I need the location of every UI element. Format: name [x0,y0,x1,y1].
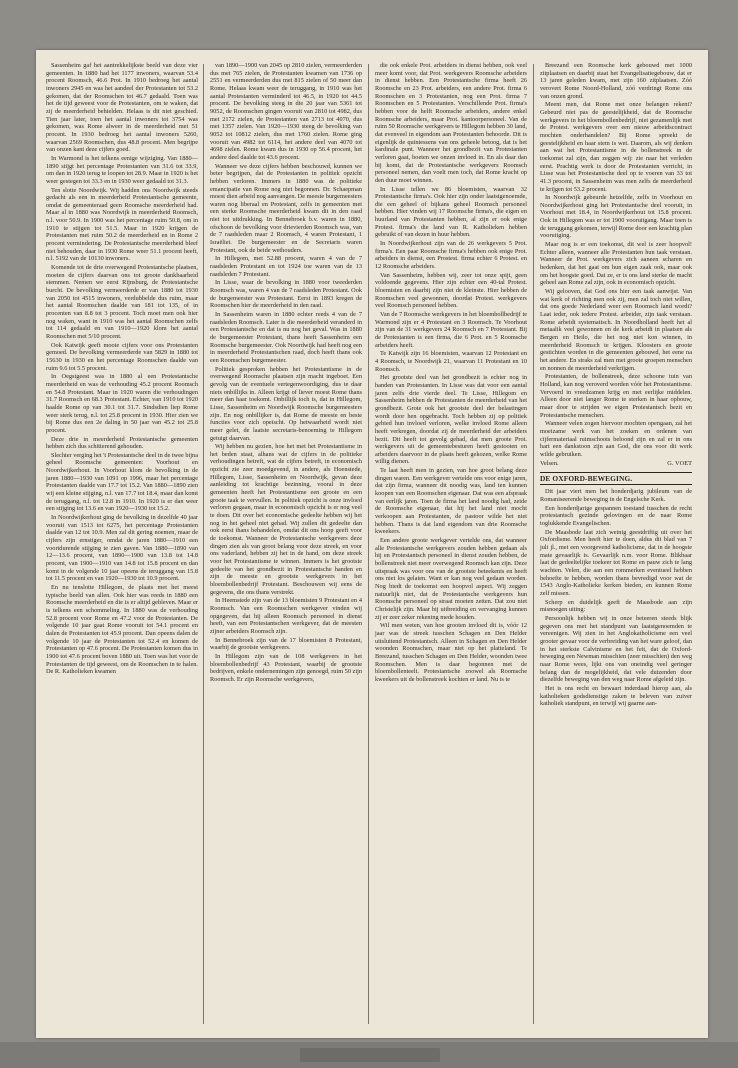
paragraph: Te laat heeft men in gezien, van hoe groot belang deze dingen waren. Een werkgever vertelde ons voor enige jaren, dat zijn firma, wanneer dit noodig was, land ten kunnen koopen van een Roomschen eigenaar. Dat was een afspraak van eerlijk jaren. Toen de firma het land noodig had, zeide de Roomsche eigenaar, dat hij het land niet mocht verkoopen aan Protestanten, de pastoor wilde het niet hebben. Thans is dat land eigendom van drie Roomsche kweekers. [375,467,527,536]
paragraph: Protestanten, de bollenstreek, deze schoone tuin van Holland, kan nog veroverd worden vóór het Protestantisme. Vervoerd in vreedzamen krijg en met eerlijke middelen. Alleen door niet langer Rome te sterken in haar opbouw, maar door te strijden we eigen Protestantsch bezit en Protestantsche menschen. [540,373,692,419]
paragraph: Slechter verging het 't Protestantsche deel in de twee bijna geheel Roomsche gemeenten: Voorhout en Noordwijkerhout. In Voorhout klom de bevolking in de jaren 1880—1930 van 1091 op 1996, maar het percentage Protestanten daalde van 17.7 tot 15.2. Van 1880—1890 zien wij een kleine stijging, n.l. van 17.7 tot 18.4, maar dan komt de teruggang, n.l. tot 12.8 in 1910. In 1920 is er dan weer een stijging tot 13.6 en van 1920—1930 tot 15.2. [46,451,198,513]
signature-line [540,460,692,468]
paragraph: Ten slotte Noordwijk. Wij hadden ons Noordwijk steeds gedacht als een in meerderheid Protestantsche gemeente, omdat de gemeenteraad geen Roomsche meerderheid had. Maar al in 1880 was Noordwijk in meerderheid Roomsch, n.l. voor 50.9. In 1900 was het percentage ruim 50.8, om in 1910 te stijgen tot 51.5. Maar in 1920 krijgen de Protestanten met ruim 50.2 de meerderheid en in Rome 2 procent vermindering. De Protestantsche meerderheid bleef niet behouden, daar in 1930 Rome weer 51.1 procent heeft, n.l. 5192 van de 10130 inwoners. [46,186,198,263]
paragraph: Het grootste deel van het grondbezit is echter nog in handen van Protestanten. In Lisse was dat voor een aantal jaren zelfs drie vierde deel. Te Lisse, Hillegom en Sassenheim hebben de Protestanten de meerderheid van het grondbezit. Grote ook het grootste deel der belastingen wordt door hen opgebracht. Toch hebben zij op politiek gebied hun invloed verloren, welke invloed Rome alleen heeft verkregen, doordat zij de meerderheid der arbeiders bezit. Dit heeft tot gevolg gehad, dat men groote Prot. werkgevers uit de gemeentebesturen heeft gestooten en arbeiders daarvoor in de plaats heeft gekozen, welke Rome willig dienen. [375,374,527,466]
paragraph: In Bennebroek zijn van de 17 bloemisten 8 Protestant, waarbij de grootste werkgevers. [210,636,362,652]
paragraph: In Noordwijk gebeurde hetzelfde, zelfs in Voorhout en Noordwijkerhout ging het Protestantsche deel vooruit, in Voorhout met 18.4, in Noordwijkerhout tot 15.8 procent. Ook in Hillegom was er tot 1900 vooruitgang. Maar toen is de teruggang gekomen, terwijl Rome door een krachtig plan vooruitging. [540,194,692,240]
paragraph: Van Sassenheim, hebben wij, zeer tot onze spijt, geen voldoende gegevens. Hier zijn echter een 40-tal Protest. bloemisten en daarbij zijn niet de kleinste. Hier hebben de Roomschen veel gewonnen, doordat Protest. werkgevers veel Roomsch personeel hebben. [375,271,527,310]
paragraph: Sassenheim gaf het aantrekkelijkste beeld van deze vier gemeenten. In 1880 had het 1177 inwoners, waarvan 53.4 procent Roomsch, 46.6 Prot. In 1910 bedroeg het aantal inwoners 2945 en was het aandeel der Protestanten tot 53.2 gekomen, dat der Roomschen tot 46.7 gedaald. Toen was het de tijd geweest voor de Protestanten, om te waken, dat zij de meerderheid behielden. Helaas is dit niet geschied. Tien jaar later, toen het aantal inwoners tot 3754 was gekomen, was Rome alweer in de meerderheid met 51 procent. In 1930 bedroeg het aantal inwoners 5260, waarvan 2569 Roomschen, dus 48.8 procent. Men begrijpe van onzen kant deze cijfers goed. [46,62,198,154]
paragraph: Deze drie in meerderheid Protestantsche gemeenten hebben zich dus schitterend gehouden. [46,435,198,451]
paragraph: Persoonlijk hebben wij in onze beteeren steeds blijk gegeven ons met het standpunt van laatstgenoemden te vereenigen. Wij zien in het Anglokatholicisme een veel grooter gevaar voor de verbreiding van het ware geloof, dan in het sterkste Calvinisme en het feit, dat de Oxford-beweging een Newman misschien (zeer misschien) den weg naar Rome wees, lijkt ons van oneindig veel geringer belang dan de mogelijkheid, dat vele duizenden door diezelfde beweging van den weg naar Rome afgeleid zijn. [540,614,692,684]
paragraph: Wil men weten, van hoe grooten invloed dit is, vóór 12 jaar was de streek tusschen Schagen en Den Helder uitsluitend Protestantsch. Alleen in Schagen en Den Helder woonden Roomschen, maar niet op het platteland. Te Breezand, tusschen Schagen en Den Helder, woonden twee Roomschen. Men is daar begonnen met de bloembollenteelt. Protestantsche zoowel als Roomsche kweekers uit de bollenstreek kochten er land. Nu is te [375,622,527,683]
paragraph: Komende tot de drie overwegend Protestantsche plaatsen, moeten de cijfers daarvan ons tot groote dankbaarheid stemmen. Nemen we eerst Rijnsburg, de Protestantsche burcht. De bevolking vermeerderde er van 1880 tot 1930 van 2050 tot 4515 inwoners, verdubbelde dus ruim, maar het aantal Roomschen daalde van 181 tot 135, of in procenten van 8.8 tot 3 procent. Toch moet men ook hier nog waken, want in 1910 was het aantal Roomschen zelfs tot 114 gedaald en van 1910—1920 klom het aantal Roomschen met 5/10 procent. [46,264,198,340]
paragraph: In Warmond is het telkens eenige wijziging. Van 1880—1890 stijgt het percentage Protestanten van 31.6 tot 33.9, om dan in 1920 terug te loopen tot 28.9. Maar in 1920 is het weer gestegen tot 33.3 en in 1930 weer gedaald tot 31.3. [46,154,198,185]
paragraph: Wanneer velen zogen hiervoor mochten opengaan, zal het moeizame werk van het zoeken en ordenen van cijfermateriaal ruimschoots beloond zijn en zal er in ons hart een dankstoon zijn aan God, die ons voor dit werk wilde gebruiken. [540,420,692,458]
paragraph: Breezand een Roomsche kerk gebouwd met 1000 zitplaatsen en daarbij staat het Evangelisatiegebouw, dat er 13 jaren geleden kwam, met zijn 160 zitplaatsen. Zóó verovert Rome Noord-Holland, zóó verdringt Rome ons van onzen grond. [540,62,692,100]
column-rule [368,64,369,1024]
paragraph: In Hillegom, met 52.88 procent, waren 4 van de 7 raadsleden Protestant en tot 1924 toe waren van de 13 raadsleden 7 Protestant. [210,255,362,278]
paragraph: Wanneer we deze cijfers hebben beschouwd, kunnen we beter begrijpen, dat de Protestanten in politiek opzicht hebben verloren. Immers in 1880 was de politieke emancipatie van Rome nog niet begonnen. Dr. Schaepman moest dien arbeid nog aanvangen. De meeste burgemeesters waren nog liberaal en Protestant, zelfs in gemeenten met een sterke Roomsche meerderheid kwam dit in den raad niet tot uitdrukking. In Bennebroek b.v. waren in 1880, ofschoon de bevolking voor drievierden Roomsch was, van de 7 raadsleden maar 2 Roomsch, 4 waren Protestant, 1 Israëliet. De burgemeester en de Secretaris waren Protestant, ook de beide wethouders. [210,162,362,254]
newspaper-page [36,50,708,1038]
paragraph: In Sassenheim waren in 1880 echter reeds 4 van de 7 raadsleden Roomsch. Later is die meerderheid veranderd in een Protestantsche en dat is nu nog het geval. Was in 1880 de burgemeester Protestant, thans heeft Sassenheim een Roomsche burgemeester. Ook Noordwijk had heeft nog een in meerderheid Protestantschen raad, doch heeft thans ook een Roomschen burgemeester. [210,311,362,364]
paragraph: Een honderdjarige gespannen toestand tusschen de recht protestantsch gezinde gelovingen en de naar Rome toglukkende Evangelischen. [540,504,692,528]
column-1 [46,62,198,677]
paragraph: In Lisse tellen we 86 bloemisten, waarvan 32 Protestantsche firma's. Ook hier zijn onder laatstgenoemde, die een geheel of bijkans geheel Roomsch personeel hebben. Hier vinden wij 17 Roomsche firma's, die eigen en huurland van Protestanten hebben, al zijn er ook enige Protest. firma's die land van R. Katholieken hebben gebruikt of van dezen in huur hebben. [375,185,527,239]
paragraph: Meent men, dat Rome met onze belangen rekent? Gebeurd niet pas de geestelijkheid, dat de Roomsche werkgevers in het bloembollenbedrijf, niet gezamenlijk met de Protest. werkgevers over een nieuw arbeidscontract mochten onderhandelen? Bij Rome spreekt de geestelijkheid en haar stem is wet. Daarom, als wij denken aan wat het Protestantisme in de bollenstreek in de toekomst zal zijn, dan zeggen wij: zie naar het verleden eerst. Prachtig werk is door de Protestanten verricht, in Lisse was het Protestantsche deel op te voeren van 33 tot 41.3 procent, in Sassenheim was men zelfs de meerderheid te krijgen tot 53.2 procent. [540,101,692,193]
paragraph: Een andere groote werkgever vertelde ons, dat wanneer alle Protestantsche werkgevers zouden hebben gedaan als hij en Protestantsch personeel in dienst zouden hebben, de bollenstreek niet meer overwegend Roomsch kan zijn. Deze uitspraak was voor ons van de grootste beteekenis en heeft ons niet los gelaten. Want er kan nog veel gedaan worden. Nog biedt de toekomst een hoopvol aspect. Wij zeggen natuurlijk niet, dat de Protestantsche werkgevers hun Roomsche personeel op straat moeten zetten. Dat zou niet Christelijk zijn. Maar bij uitbreiding en vervanging kunnen zij er zeer zeker rekening mede houden. [375,537,527,621]
column-3 [375,62,527,685]
paragraph: De Maasbode laat zich weinig geestdriftig uit over het Oxfordisme. Men heeft hier te doen, aldus dit blad van 7 juli jl., met een voorgevend katholicisme, dat in de hoogste mate gevaarlijk is. Gevaarlijk n.m. voor Rome. Blikbaar laat de gedeeltelijke toekeer tot Rome en pauw zich te lang wachten. Velen, die aan een rommerken eventueel hebben behoefte te hebben, worden thans bevredigd voor wat de 1543 Anglo-Katholieke kerken bieden, en kunnen Rome zelf missen. [540,528,692,597]
paragraph: In Noordwijkerhout ging de bevolking in dezelfde 40 jaar vooruit van 1513 tot 6275, het percentage Protestanten daalde van 12 tot 10.9. Men zal dit gering noemen, maar de cijfers zijn ernstiger, omdat de jaren 1880—1910 een voortdurende stijging te zien gaven. Van 1880—1890 van 12—13.6 procent, van 1890—1900 van 13.8 tot 14.8 procent, van 1900—1910 van 14.8 tot 15.8 procent en dan komt in de volgende 10 jaar opeens de teruggang van 15.8 tot 11.5 procent en van 1920—1930 tot 10.9 procent. [46,514,198,583]
paragraph: Maar nog is er een toekomst, dit wel is zeer hoopvol! Echter alleen, wanneer alle Protestanten hun taak verstaan. Wanneer de Prot. werkgevers zich aaneen scharen en bedenken, dat het gaat om hun eigen zaak ook, maar ook om het hoogste goed. Dat ze, er is ons land sterke de macht geheel aan Rome zal zijn, ook in economisch opzicht. [540,241,692,287]
paragraph: Wij gelooven, dat God ons hier een taak aanwijst. Van wat kerk of richting men ook zij, men zal toch niet willen, dat ons goede Nederland weer een Roomsch land wordt? Laat ieder, ook iedere Protest. arbeider, zijn taak verstaan. Rome arbeidt systematisch. In Noordholland heeft het al metaalik veel gewonnen en de kerk arbeidt in plaatsen als Bergen en Heilo, die het nog niet kon winnen, in meerderheid Roomsch te krijgen. Kloosters en groote gestichten worden in die gemeenten gebouwd, het eene na het andere. En straks zal men met groote groepen menschen en nonnen de meerderheid verkrijgen. [540,288,692,372]
paragraph: die ook enkele Prot. arbeiders in dienst hebben, ook veel meer komt voor, dat Prot. werkgevers Roomsche arbeiders in dienst hebben. Een Protestantsche firma heeft 26 Roomsche en 23 Prot. arbeiders, een andere Prot. firma 6 Roomschen en 3 Protestanten, nog een Prot. firma 7 Roomschen en 5 Protestanten. Verschillende Prot. firma's hebben voor de helft Roomsche arbeiders, andere enkel Roomsche arbeiders, maar Prot. kantoorpersoneel. Van de ruim 50 Roomsche werkgevers te Hillegom hebben 30 land, dat evenveel in eigendom aan Protestanten behoorde. Dit is eigenlijk de quintessens van ons geheele betoog, dat is het kardinale punt. Wanneer het grondbezit van Protestanten verloren gaat, boeten we onzen invloed in. En als daar dan bij komt, dat de Protestantsche werkgevers Roomsch personeel nemen, dan voelt men toch, dat Rome kracht op den duur moet winnen. [375,62,527,184]
paragraph: In Noordwijkerhout zijn van de 26 werkgevers 5 Prot. firma's. Een paar Roomsche firma's hebben ook enige Prot. arbeiders in dienst, een Prostest. firma echter 6 Protest. en 12 Roomsche arbeiders. [375,240,527,271]
signature-name: G. VOET [667,460,692,468]
paragraph: En nu tenslotte Hillegom, de plaats met het meest typische beeld van allen. Ook hier was reeds in 1880 een Roomsche meerderheid en die is er altijd gebleven. Maar er is telkens een schommeling. In 1880 was de verhouding 52.8 procent voor Rome en 47.2 voor de Protestanten. De volgende 10 jaar gaat Rome vooruit tot 54.1 procent en dalen de Protestanten tot 45.9 procent. Dan opeens dalen de volgende 10 jaar de Protestanten tot 52.4 en komen de Protestanten op 47.6 procent. De Protestanten komen dus in 1900 tot 47.6 procent boven 1880 uit. Toen was het voor de Protestanten de tijd geweest, om de Roomschen in te halen. De R. Katholieken kwamen [46,583,198,676]
paragraph: Scherp en duidelijk geeft de Maasbode aan zijn misnoegen uiting: [540,598,692,614]
signature-place: Velsen. [540,460,559,468]
paragraph: Te Katwijk zijn 16 bloemisten, waarvan 12 Protestant en 4 Roomsch, te Noordwijk 21, waarvan 11 Protestant en 10 Roomsch. [375,350,527,373]
paragraph: Ook Katwijk geeft mooie cijfers voor ons Protestanten gemoed. De bevolking vermeerderde van 5829 in 1880 tot 15630 in 1930 en het percentage Roomschen daalde van ruim 9.6 tot 5.5 procent. [46,341,198,372]
paragraph: Wij hebben nu gezien, hoe het met het Protestantisme in het beden staat, alhans wat de cijfers in de politieke verhoudingen betreft, wat de cijfers betreft, in economisch opzicht zie zeer moedgevend, in andere, als Hoenstede, Hillegom, Lisse, Sassenheim en Noordwijk, gevan deze aanleiding tot krachtige bezinning, vooral in deze gemeenten heeft het Protestantisme een groote en een groote taak te vervullen. In politiek opzicht is onze invloed verloren gegaan, maar in economisch opzicht is er nog veel te doen. Dit over het economische gedeelte hebben wij het nog in het geheel niet gehad. Wij zullen dit gedeelte dan ook eerst thans behandelen, omdat dit ons hoop geeft voor de toekomst. Wanneer de Protestantsche werkgevers deze dingen zien als van groot belang voor deze streek, en voor ons vaderland, hebben zij het in de hand, om deze streek voor het Protestantisme te winnen. Immers is het grootste gedeelte van het grondbezit in Protestantsche handen en zijn de meeste en grootste werkgevers in het bloembollenbedrijf Protestant. Beschouwen wij eens de gegevens, die ons thans verstrekt. [210,443,362,596]
column-rule [533,64,534,1024]
paragraph: van 1890—1900 van 2045 op 2810 zielen, vermeerderden dus met 765 zielen, de Protestanten kwamen van 1736 op 2551 en vermeerderden dus met 815 zielen of 50 meer dan Rome. Helaas kwam weer de teruggang, in 1910 was het aantal Protestanten verminderd tot 46.5, in 1920 tot 44.5 procent. De bevolking steeg in die 20 jaar van 5361 tot 9052, de Roomschen gingen vooruit van 2810 tot 4982, dus met 2172 zielen, de Protestanten van 2713 tot 4070, dus met 1357 zielen. Van 1920—1930 steeg de bevolking van 9052 tot 10812 zielen, dus met 1760 zielen. Rome ging vooruit van 4982 tot 6114, het andere deel van 4070 tot 4698 zielen. Rome kwam dus in 1930 op 56.4 procent, het andere deel daalde tot 43.6 procent. [210,62,362,161]
paragraph: Het is ons recht en bewaart inderdaad hierop aan, als katholieken godsdienstige zaken te beleven van zuiver katholiek standpunt, en terwijl wij gaarne aan- [540,684,692,708]
paragraph: Van de 7 Roomsche werkgevers in het bloembollbedrijf te Warmond zijn er 4 Protestant en 3 Roomsch. Te Voorhout zijn van de 31 werkgevers 24 Roomsch en 7 Protestant. Bij de Protestanten is een firma, die 6 Prot. en 5 Roomsche arbeiders heeft. [375,311,527,349]
column-2 [210,62,362,685]
column-rule [203,64,204,1024]
article-title: DE OXFORD-BEWEGING. [540,472,692,485]
column-4 [540,62,692,709]
paragraph: In Lisse, waar de bevolking in 1880 voor tweederden Roomsch was, waren 4 van de 7 raadsleden Protestant. Ook de burgemeester was Protestant. Eerst in 1893 kregen de Roomschen hier de meerderheid in den raad. [210,279,362,310]
paragraph: In Heemstede zijn van de 13 bloemisten 9 Protestant en 4 Roomsch. Van een Roomschen werkgever vinden wij opgegeven, dat hij alleen Roomsch personeel in dienst heeft, van een Protestantschen werkgever, dat de meesten zijner arbeiders Roomsch zijn. [210,597,362,635]
paragraph: Dit jaar viert men het honderdjarig jubileum van de Romaniseerende beweging in de Engelsche Kerk. [540,488,692,504]
paragraph: In Oegstgeest was in 1880 al een Protestantsche meerderheid en was de verhouding 45.2 procent Roomsch en 54.8 Protestant. Maar in 1920 waren die verhoudingen 31.7 Roomsch en 68.3 Protestant. Echter, van 1910 tot 1920 haalde Rome op van 30.1 tot 31.7. Sindsdien liep Rome weer sterk terug, n.l. tot 25.8 procent in 1930. Hier zien we bij Rome dus een 2e daling in 50 jaar van 45.2 tot 25.8 procent. [46,373,198,434]
paragraph: In Hillegom zijn van de 108 werkgevers in het bloembollenbedrijf 43 Protestant, waarbij de grootste bedrijven, enkele ondernemingen zijn genoegd, ruim 50 zijn Roomsch. Er zijn Roomsche werkgevers, [210,652,362,683]
scan-tab [300,1048,440,1062]
paragraph: Politiek gesproken hebben het Protestantisme in de overwegend Roomsche plaatsen zijn macht ingeboet. Een gevolg van de eventuele vertegenwoordiging, dus te daar niets onbillijks in. Alleen krijgt of liever moest Rome thans meer dan haar toekomt. Onbillijk toch is, dat in Hillegom, Lisse, Sassenheim en Noordwijk Roomsche burgemeesters zijn. En nog onbillijker is, dat Rome de meeste en beste functies voor zich opeischt. Op hetwaarheid wordt niet meer gelet, de laatste secretaris-benoeming te Hillegom getuigt daarvan. [210,365,362,442]
